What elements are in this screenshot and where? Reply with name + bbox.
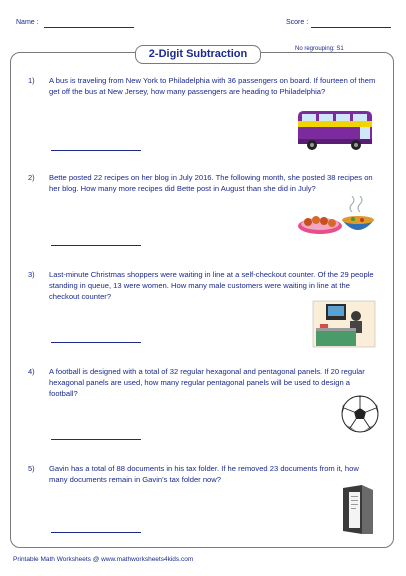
footer-text: Printable Math Worksheets @ www.mathworksheets4kids.com [13,556,194,563]
question-text: A football is designed with a total of 32 regular hexagonal and pentagonal panels. If 20 regular hexagonal panels are used, how many regular pentagonal panels will be used to design a football? [49,367,365,398]
football-icon [340,394,380,434]
score-field[interactable] [311,27,391,28]
answer-line[interactable] [51,342,141,343]
question-text: Gavin has a total of 88 documents in his tax folder. If he removed 23 documents from it, how many documents remain in Gavin's tax folder now? [49,464,359,484]
name-field[interactable] [44,27,134,28]
question-text: Bette posted 22 recipes on her blog in July 2016. The following month, she posted 38 recipes on her blog. How many more recipes did Bette post in August than she did in July? [49,173,373,193]
checkout-counter-icon [312,300,376,348]
score-label: Score : [286,19,309,26]
folder-icon [340,484,376,536]
food-dishes-icon [296,196,376,241]
answer-line[interactable] [51,439,141,440]
worksheet-subtitle: No regrouping: S1 [295,46,344,52]
question-number: 5) [28,464,35,473]
bus-icon [294,105,374,155]
answer-line[interactable] [51,245,141,246]
answer-line[interactable] [51,150,141,151]
question-text: Last-minute Christmas shoppers were waiting in line at a self-checkout counter. Of the 29 people standing in queue, 13 were women. How many male customers were waiting in line at the checkout counter? [49,270,374,301]
question-number: 4) [28,367,35,376]
name-label: Name : [16,19,39,26]
question-number: 3) [28,270,35,279]
question-text: A bus is traveling from New York to Philadelphia with 36 passengers on board. If fourteen of them get off the bus at New Jersey, how many passengers are heading to Philadelphia? [49,76,376,96]
question-number: 2) [28,173,35,182]
question-number: 1) [28,76,35,85]
worksheet-title: 2-Digit Subtraction [135,45,261,64]
answer-line[interactable] [51,532,141,533]
